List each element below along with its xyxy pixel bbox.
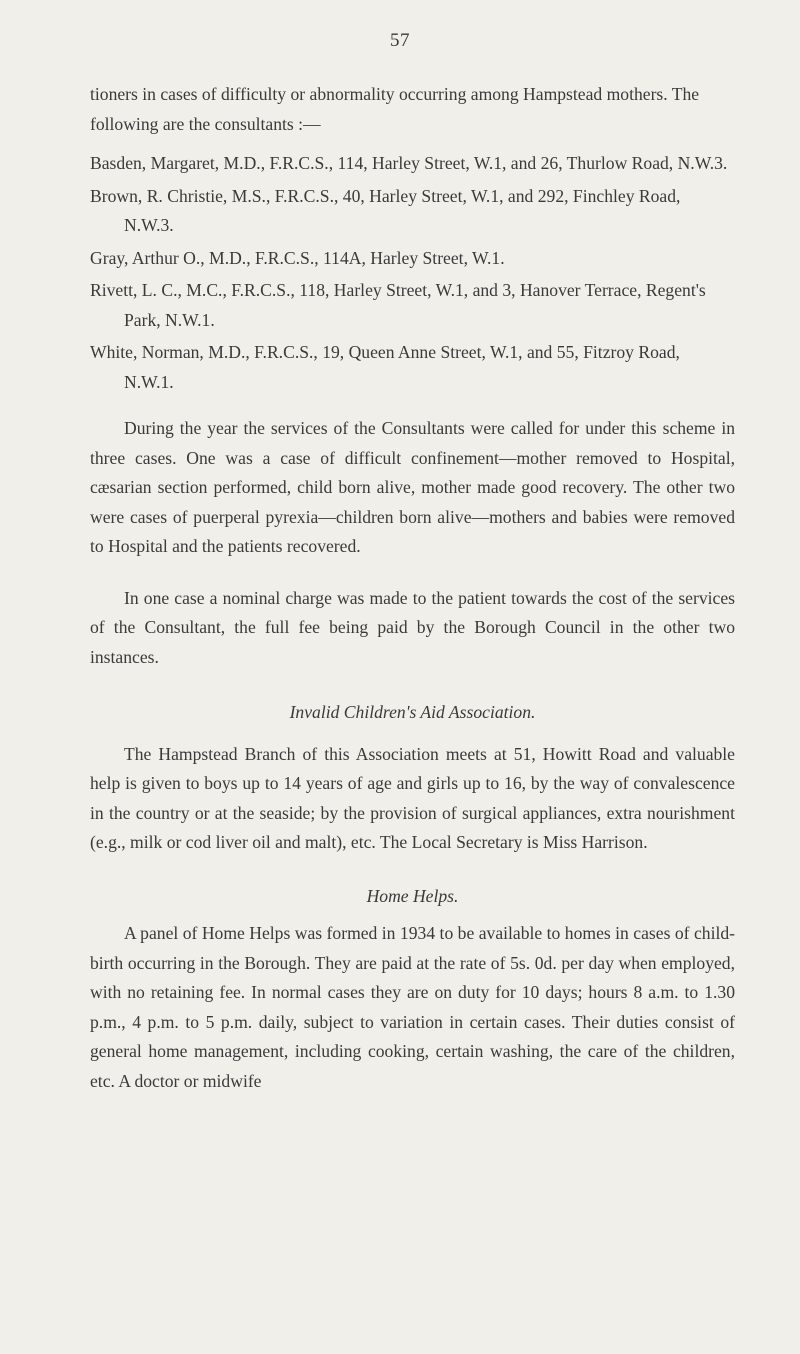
consultant-entry-basden: Basden, Margaret, M.D., F.R.C.S., 114, Harley Street, W.1, and 26, Thurlow Road, N.W.3. <box>90 153 728 173</box>
intro-paragraph: tioners in cases of difficulty or abnormality occurring among Hampstead mothers. The following are the consultants :— <box>90 84 700 134</box>
consultant-entry-brown: Brown, R. Christie, M.S., F.R.C.S., 40, Harley Street, W.1, and 292, Finchley Road, N.W.3. <box>90 185 681 235</box>
home-helps-heading: Home Helps. <box>366 885 459 906</box>
services-paragraph: During the year the services of the Consultants were called for under this scheme in three cases. One was a case of difficult confinement—mother removed to Hospital, cæsarian section performed, child born alive, mother made good recovery. The other two were cases of puerperal pyrexia—children born alive—mothers and babies were removed to Hospital and the patients recovered. <box>90 418 735 556</box>
charge-paragraph: In one case a nominal charge was made to the patient towards the cost of the services of the Consultant, the full fee being paid by the Borough Council in the other two instances. <box>90 587 735 667</box>
page-number: 57 <box>390 30 410 51</box>
consultant-entry-gray: Gray, Arthur O., M.D., F.R.C.S., 114A, Harley Street, W.1. <box>90 247 505 268</box>
invalid-children-paragraph: The Hampstead Branch of this Association meets at 51, Howitt Road and valuable help is given to boys up to 14 years of age and girls up to 16, by the way of convalescence in the country or at the seaside; by the provision of surgical appliances, extra nourishment (e.g., milk or cod liver oil and malt), etc. The Local Secretary is Miss Harrison. <box>90 743 735 852</box>
page-body <box>90 80 735 1096</box>
consultant-entry-rivett: Rivett, L. C., M.C., F.R.C.S., 118, Harley Street, W.1, and 3, Hanover Terrace, Regent's Park, N.W.1. <box>90 280 706 330</box>
home-helps-paragraph: A panel of Home Helps was formed in 1934 to be available to homes in cases of child-birth occurring in the Borough. They are paid at the rate of 5s. 0d. per day when employed, with no retaining fee. In normal cases they are on duty for 10 days; hours 8 a.m. to 1.30 p.m., 4 p.m. to 5 p.m. daily, subject to variation in certain cases. Their duties consist of general home management, including cooking, certain washing, the care of the children, etc. A doctor or midwife <box>90 923 735 1091</box>
consultant-entry-white: White, Norman, M.D., F.R.C.S., 19, Queen Anne Street, W.1, and 55, Fitzroy Road, N.W.1. <box>90 342 680 392</box>
invalid-children-heading: Invalid Children's Aid Association. <box>289 702 536 722</box>
consultants-list <box>90 149 735 397</box>
